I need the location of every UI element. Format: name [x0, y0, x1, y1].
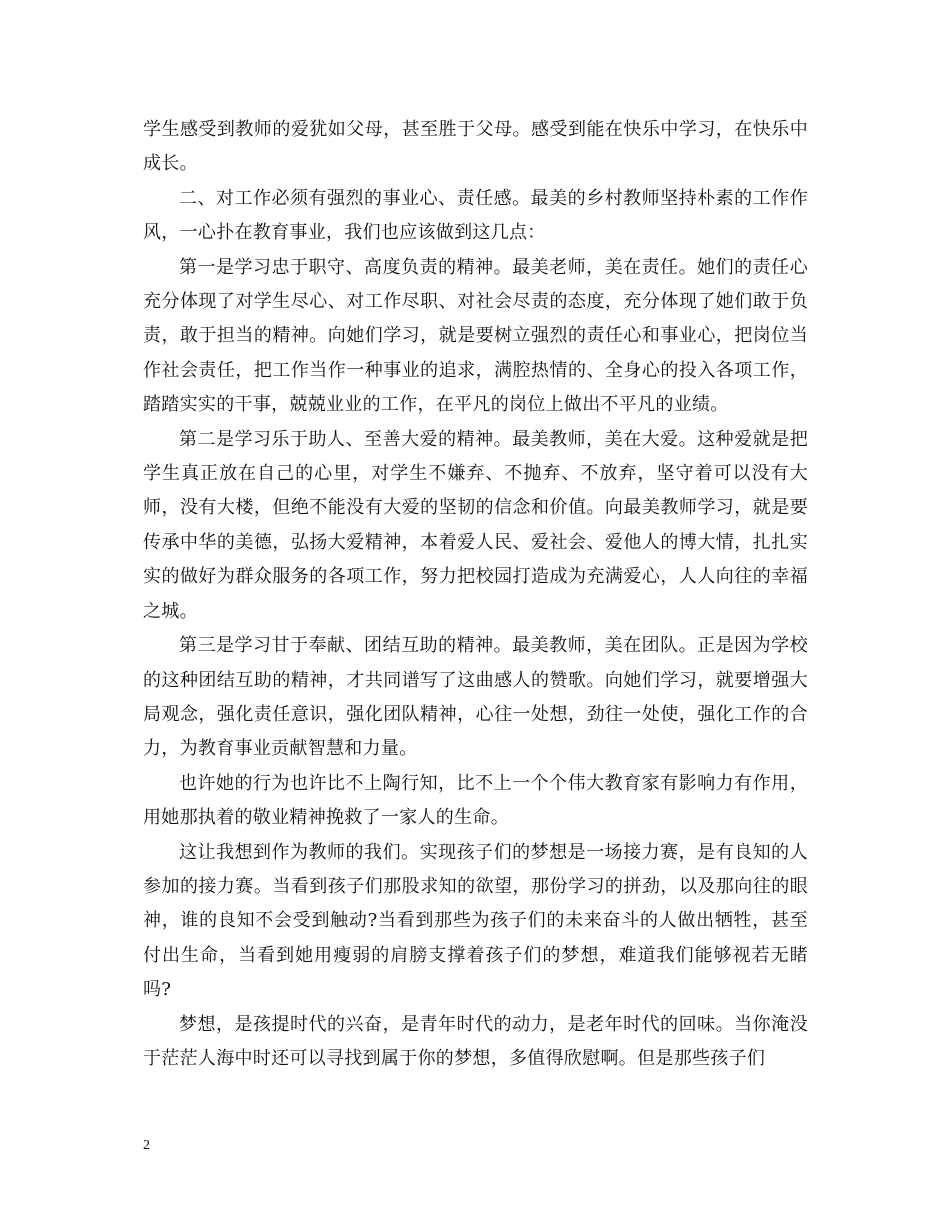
paragraph-6: 也许她的行为也许比不上陶行知，比不上一个个伟大教育家有影响力有作用，用她那执着的敬业精神挽救了一家人的生命。	[143, 772, 808, 829]
paragraph-4: 第二是学习乐于助人、至善大爱的精神。最美教师，美在大爱。这种爱就是把学生真正放在自己的心里，对学生不嫌弃、不抛弃、不放弃，坚守着可以没有大师，没有大楼，但绝不能没有大爱的坚韧的信念和价值。向最美教师学习，就是要传承中华的美德，弘扬大爱精神，本着爱人民、爱社会、爱他人的博大情，扎扎实实的做好为群众服务的各项工作，努力把校园打造成为充满爱心，人人向往的幸福之城。	[143, 428, 808, 622]
page-number: 2	[143, 1138, 150, 1153]
paragraph-2: 二、对工作必须有强烈的事业心、责任感。最美的乡村教师坚持朴素的工作作风，一心扑在教育事业，我们也应该做到这几点：	[143, 187, 808, 244]
paragraph-5: 第三是学习甘于奉献、团结互助的精神。最美教师，美在团队。正是因为学校的这种团结互助的精神，才共同谱写了这曲感人的赞歌。向她们学习，就要增强大局观念，强化责任意识，强化团队精神，心往一处想，劲往一处使，强化工作的合力，为教育事业贡献智慧和力量。	[143, 635, 808, 760]
paragraph-8: 梦想，是孩提时代的兴奋，是青年时代的动力，是老年时代的回味。当你淹没于茫茫人海中时还可以寻找到属于你的梦想，多值得欣慰啊。但是那些孩子们	[143, 1013, 808, 1069]
paragraph-1: 学生感受到教师的爱犹如父母，甚至胜于父母。感受到能在快乐中学习，在快乐中成长。	[143, 119, 808, 175]
paragraph-3: 第一是学习忠于职守、高度负责的精神。最美老师，美在责任。她们的责任心充分体现了对学生尽心、对工作尽职、对社会尽责的态度，充分体现了她们敢于负责，敢于担当的精神。向她们学习，就是要树立强烈的责任心和事业心，把岗位当作社会责任，把工作当作一种事业的追求，满腔热情的、全身心的投入各项工作，踏踏实实的干事，兢兢业业的工作，在平凡的岗位上做出不平凡的业绩。	[143, 256, 808, 416]
document-body	[143, 113, 808, 1076]
paragraph-7: 这让我想到作为教师的我们。实现孩子们的梦想是一场接力赛，是有良知的人参加的接力赛。当看到孩子们那股求知的欲望，那份学习的拼劲，以及那向往的眼神，谁的良知不会受到触动?当看到那些为孩子们的未来奋斗的人做出牺牲，甚至付出生命，当看到她用瘦弱的肩膀支撑着孩子们的梦想，难道我们能够视若无睹吗?	[143, 841, 808, 1001]
